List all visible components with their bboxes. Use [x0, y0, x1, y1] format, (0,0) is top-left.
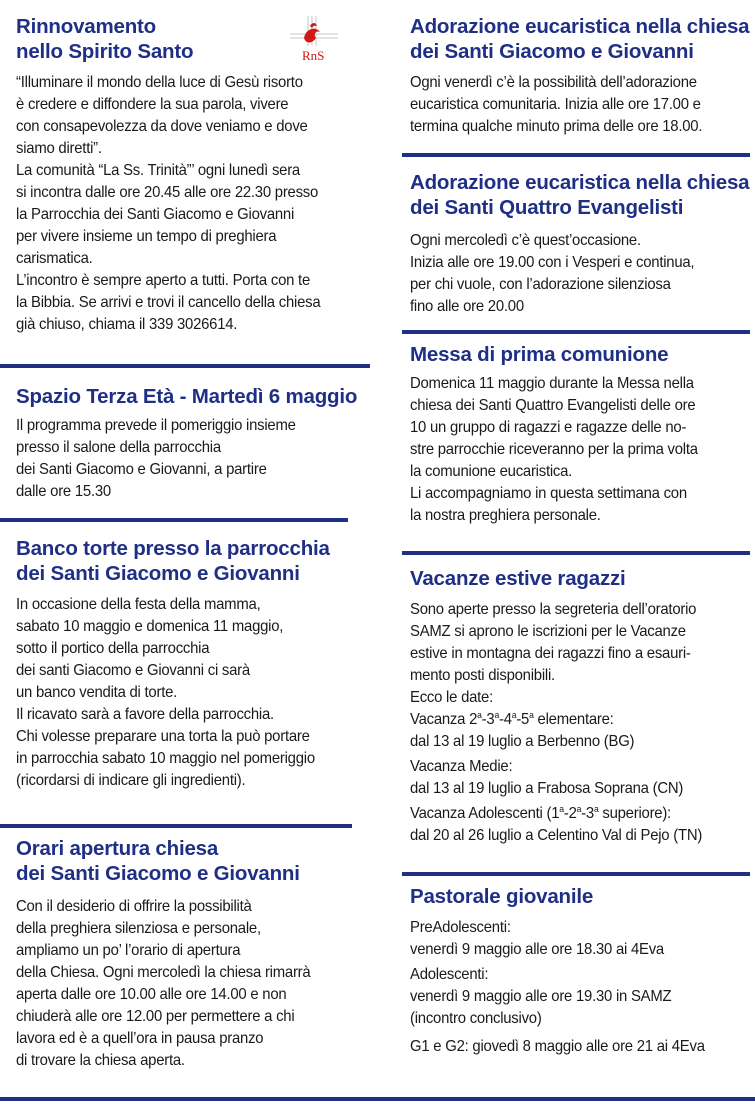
section-title: Orari apertura chiesa dei Santi Giacomo e Giovanni [16, 837, 300, 885]
section-orari-apertura [16, 836, 366, 1072]
divider [0, 824, 352, 828]
section-body: Con il desiderio di offrire la possibilità della preghiera silenziosa e personale, ampliamo un po’ l’orario di apertura della Chiesa. Ogni mercoledì la chiesa rimarrà aperta dalle ore 10.00 alle ore 14.00 e non chiuderà alle ore 12.00 per permettere a chi lavora ed è a quell’ora in pausa pranzo di trovare la chiesa aperta. [16, 898, 311, 1069]
section-body: Domenica 11 maggio durante la Messa nella chiesa dei Santi Quattro Evangelisti delle ore 10 un gruppo di ragazzi e ragazze delle no- stre parrocchie riceveranno per la prima volta la comunione eucaristica. Li accompagniamo in questa settimana con la nostra preghiera personale. [410, 375, 698, 524]
divider [0, 364, 370, 368]
divider [402, 153, 750, 157]
section-pastorale-giovanile [410, 884, 745, 1058]
divider [402, 551, 750, 555]
section-title: Vacanze estive ragazzi [410, 567, 626, 590]
section-body: Ogni mercoledì c’è quest’occasione. Inizia alle ore 19.00 con i Vesperi e continua, per chi vuole, con l’adorazione silenziosa fino alle ore 20.00 [410, 232, 695, 315]
rns-logo [286, 14, 342, 64]
vacanza-elementare: Vacanza 2$^a$-3$^a$-4$^a$-5$^a$ elementare: [410, 710, 614, 728]
section-banco-torte [16, 536, 366, 792]
section-messa-prima-comunione [410, 342, 745, 527]
section-body: Il programma prevede il pomeriggio insieme presso il salone della parrocchia dei Santi Giacomo e Giovanni, a partire dalle ore 15.30 [16, 417, 296, 500]
section-adorazione-sqe [410, 170, 750, 318]
section-title: Messa di prima comunione [410, 343, 669, 366]
section-body: In occasione della festa della mamma, sabato 10 maggio e domenica 11 maggio, sotto il portico della parrocchia dei santi Giacomo e Giovanni ci sarà un banco vendita di torte. Il ricavato sarà a favore della parrocchia. Chi volesse preparare una torta la può portare in parrocchia sabato 10 maggio nel pomeriggio (ricordarsi di indicare gli ingredienti). [16, 596, 315, 789]
section-title: Pastorale giovanile [410, 885, 594, 908]
section-body: Ogni venerdì c’è la possibilità dell’adorazione eucaristica comunitaria. Inizia alle ore 17.00 e termina qualche minuto prima delle ore 18.00. [410, 74, 703, 135]
section-body: PreAdolescenti: venerdì 9 maggio alle ore 18.30 ai 4Eva Adolescenti: venerdì 9 maggio alle ore 19.30 in SAMZ (incontro conclusivo) G1 e G2: giovedì 8 maggio alle ore 21 ai 4Eva [410, 919, 705, 1055]
divider [0, 518, 348, 522]
section-vacanze-estive [410, 566, 745, 847]
section-title: Spazio Terza Età - Martedì 6 maggio [16, 385, 358, 408]
section-title: Adorazione eucaristica nella chiesa dei Santi Giacomo e Giovanni [410, 15, 750, 63]
divider [402, 330, 750, 334]
section-title: Rinnovamento nello Spirito Santo [16, 15, 194, 63]
section-body: “Illuminare il mondo della luce di Gesù risorto è credere e diffondere la sua parola, vivere con consapevolezza da dove veniamo e dove siamo diretti”. La comunità “La Ss. Trinità”’ ogni lunedì sera si incontra dalle ore 20.45 alle ore 22.30 presso la Parrocchia dei Santi Giacomo e Giovanni per vivere insieme un tempo di preghiera carismatica. L’incontro è sempre aperto a tutti. Porta con te la Bibbia. Se arrivi e trovi il cancello della chiesa già chiuso, chiama il 339 3026614. [16, 74, 321, 333]
divider [402, 872, 750, 876]
section-spazio-terza-eta [16, 384, 366, 503]
logo-text: RnS [302, 48, 325, 63]
vacanza-adolescenti: Vacanza Adolescenti (1$^a$-2$^a$-3$^a$ superiore): [410, 804, 671, 822]
bottom-rule [0, 1097, 755, 1101]
column-gutter [378, 0, 379, 1094]
section-title: Banco torte presso la parrocchia dei Santi Giacomo e Giovanni [16, 537, 330, 585]
section-body: Sono aperte presso la segreteria dell’oratorio SAMZ si aprono le iscrizioni per le Vacanze estive in montagna dei ragazzi fino a esauri- mento posti disponibili. Ecco le date: Vacanza 2$^a$-3$^a$-4$^a$-5$^a$ elementare: dal 13 al 19 luglio a Berbenno (BG) Vacanza Medie: dal 13 al 19 luglio a Frabosa Soprana (CN) Vacanza Adolescenti (1$^a$-2$^a$-3$^a$ superiore): dal 20 al 26 luglio a Celentino Val di Pejo (TN) [410, 599, 730, 847]
section-title: Adorazione eucaristica nella chiesa dei Santi Quattro Evangelisti [410, 171, 750, 219]
section-adorazione-sgg [410, 14, 750, 138]
